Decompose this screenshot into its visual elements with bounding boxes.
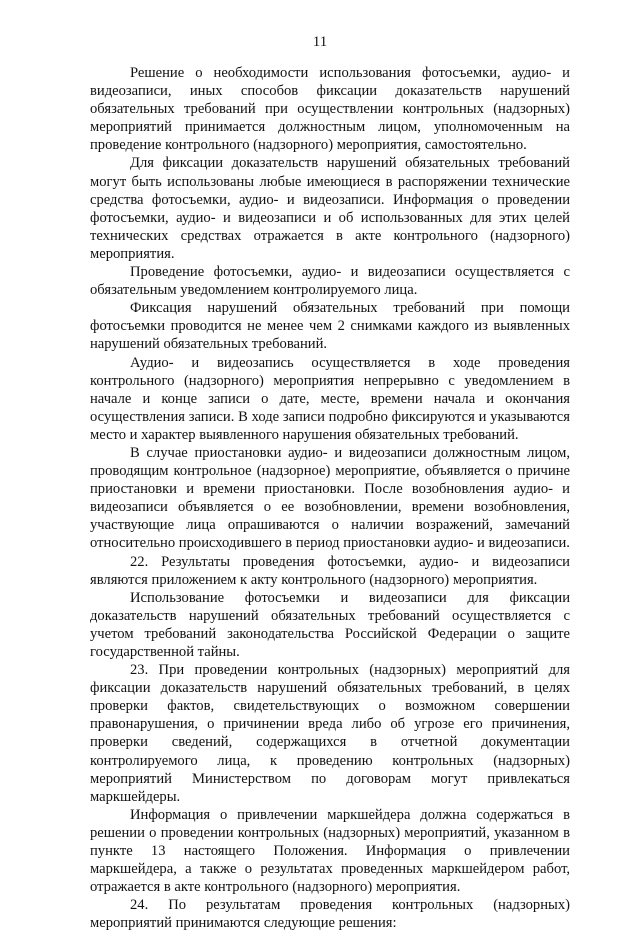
paragraph-technical-means: Для фиксации доказательств нарушений обязательных требований могут быть использованы любые имеющиеся в распоряжении технические средства фотосъемки, аудио- и видеозаписи. Информация о проведении фотосъемки, аудио- и видеозаписи и об использованных для этих целей технических средствах отражается в акте контрольного (надзорного) мероприятия. [90, 155, 570, 262]
page-number: 11 [312, 34, 328, 50]
paragraph-recording-process: Аудио- и видеозапись осуществляется в ходе проведения контрольного (надзорного) мероприятия непрерывно с уведомлением в начале и конце записи о дате, месте, времени начала и окончания осуществления записи. В ходе записи подробно фиксируются и указываются место и характер выявленного нарушения обязательных требований. [90, 354, 570, 443]
paragraph-photo-count: Фиксация нарушений обязательных требований при помощи фотосъемки проводится не менее чем 2 снимками каждого из выявленных нарушений обязательных требований. [90, 300, 570, 353]
paragraph-item-24: 24. По результатам проведения контрольных (надзорных) мероприятий принимаются следующие решения: [90, 897, 570, 932]
document-body [90, 64, 570, 933]
paragraph-surveyor-info: Информация о привлечении маркшейдера должна содержаться в решении о проведении контрольных (надзорных) мероприятий, указанном в пункте 13 настоящего Положения. Информация о привлечении маркшейдера, а также о результатах проведенных маркшейдером работ, отражается в акте контрольного (надзорного) мероприятия. [90, 806, 570, 896]
paragraph-photo-decision: Решение о необходимости использования фотосъемки, аудио- и видеозаписи, иных способов фиксации доказательств нарушений обязательных требований при осуществлении контрольных (надзорных) мероприятий принимается должностным лицом, уполномоченным на проведение контрольного (надзорного) мероприятия, самостоятельно. [90, 65, 570, 154]
paragraph-recording-pause: В случае приостановки аудио- и видеозаписи должностным лицом, проводящим контрольное (надзорное) мероприятие, объявляется о причине приостановки и времени приостановки. После возобновления аудио- и видеозаписи объявляется о ее возобновлении, времени возобновления, участвующие лица опрашиваются о наличии возражений, замечаний относительно происходившего в период приостановки аудио- и видеозаписи. [90, 444, 570, 552]
paragraph-notification: Проведение фотосъемки, аудио- и видеозаписи осуществляется с обязательным уведомлением контролируемого лица. [90, 264, 570, 299]
paragraph-item-22: 22. Результаты проведения фотосъемки, аудио- и видеозаписи являются приложением к акту контрольного (надзорного) мероприятия. [90, 553, 570, 588]
paragraph-item-23: 23. При проведении контрольных (надзорных) мероприятий для фиксации доказательств нарушений обязательных требований, в целях проверки фактов, свидетельствующих о возможном совершении правонарушения, о причинении вреда либо об угрозе его причинения, проверки сведений, содержащихся в отчетной документации контролируемого лица, к проведению контрольных (надзорных) мероприятий Министерством по договорам могут привлекаться маркшейдеры. [90, 662, 570, 805]
paragraph-state-secret: Использование фотосъемки и видеозаписи для фиксации доказательств нарушений обязательных требований осуществляется с учетом требований законодательства Российской Федерации о защите государственной тайны. [90, 589, 570, 660]
